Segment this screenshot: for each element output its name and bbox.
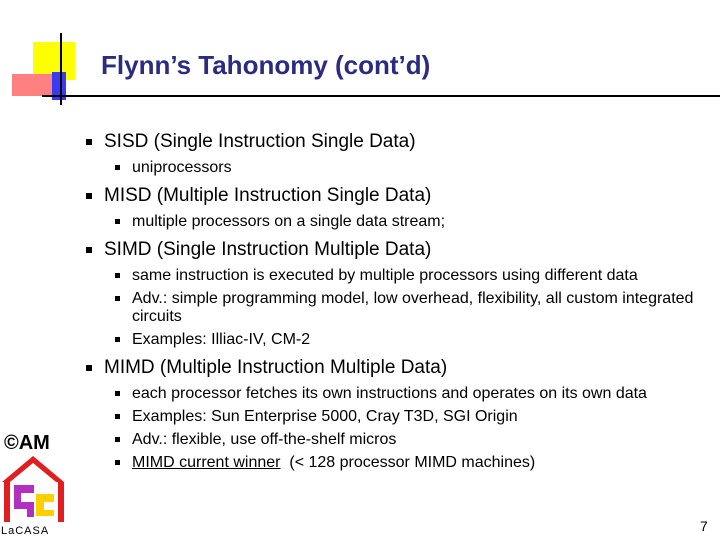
bullet-marker — [115, 337, 120, 342]
bullet-marker — [115, 391, 120, 396]
sub-bullet — [84, 331, 704, 349]
sub-bullet-text: Adv.: simple programming model, low overhead, flexibility, all custom integrated circuits — [132, 290, 694, 325]
sub-bullet-text: Examples: Illiac-IV, CM-2 — [132, 331, 311, 348]
bullet-marker — [115, 273, 120, 278]
bullet-list — [84, 123, 704, 477]
am-mark: ©AM — [4, 432, 50, 454]
sub-bullet-text: multiple processors on a single data stream; — [132, 213, 446, 230]
bullet-label: SISD (Single Instruction Single Data) — [104, 131, 416, 152]
underlined-text: MIMD current winner — [132, 454, 281, 471]
bullet-label: MISD (Multiple Instruction Single Data) — [104, 185, 432, 206]
bullet-marker — [115, 165, 120, 170]
bullet-marker — [86, 193, 92, 199]
bullet-marker — [86, 247, 92, 253]
bullet-label: SIMD (Single Instruction Multiple Data) — [104, 239, 432, 260]
sub-bullet — [84, 431, 704, 449]
sub-bullet — [84, 385, 704, 403]
sub-bullet — [84, 290, 704, 326]
bullet-marker — [115, 414, 120, 419]
page-number: 7 — [700, 518, 708, 534]
bullet-misd — [84, 184, 704, 207]
sub-bullet-text: each processor fetches its own instructions and operates on its own data — [132, 385, 647, 402]
sub-bullet — [84, 408, 704, 426]
bullet-mimd — [84, 356, 704, 379]
slide-title: Flynn’s Tahonomy (cont’d) — [101, 50, 431, 80]
bullet-marker — [115, 219, 120, 224]
bullet-marker — [115, 296, 120, 301]
bullet-marker — [86, 365, 92, 371]
house-icon — [0, 452, 70, 524]
sub-bullet — [84, 267, 704, 285]
sub-bullet — [84, 213, 704, 231]
bullet-marker — [115, 460, 120, 465]
bullet-simd — [84, 238, 704, 261]
sub-bullet-text: uniprocessors — [132, 159, 232, 176]
lacasa-wordmark: LaCASA — [1, 525, 50, 537]
sub-bullet-text: (< 128 processor MIMD machines) — [280, 454, 536, 471]
bullet-marker — [86, 139, 92, 145]
sub-bullet-text: same instruction is executed by multiple processors using different data — [132, 267, 638, 284]
bullet-sisd — [84, 130, 704, 153]
sub-bullet — [84, 159, 704, 177]
sub-bullet-text: Examples: Sun Enterprise 5000, Cray T3D, SGI Origin — [132, 408, 518, 425]
sub-bullet — [84, 454, 704, 472]
sub-bullet-text: Adv.: flexible, use off-the-shelf micros — [132, 431, 397, 448]
bullet-label: MIMD (Multiple Instruction Multiple Data) — [104, 357, 448, 378]
lacasa-logo — [0, 432, 70, 540]
title-rule — [96, 95, 720, 97]
bullet-marker — [115, 437, 120, 442]
